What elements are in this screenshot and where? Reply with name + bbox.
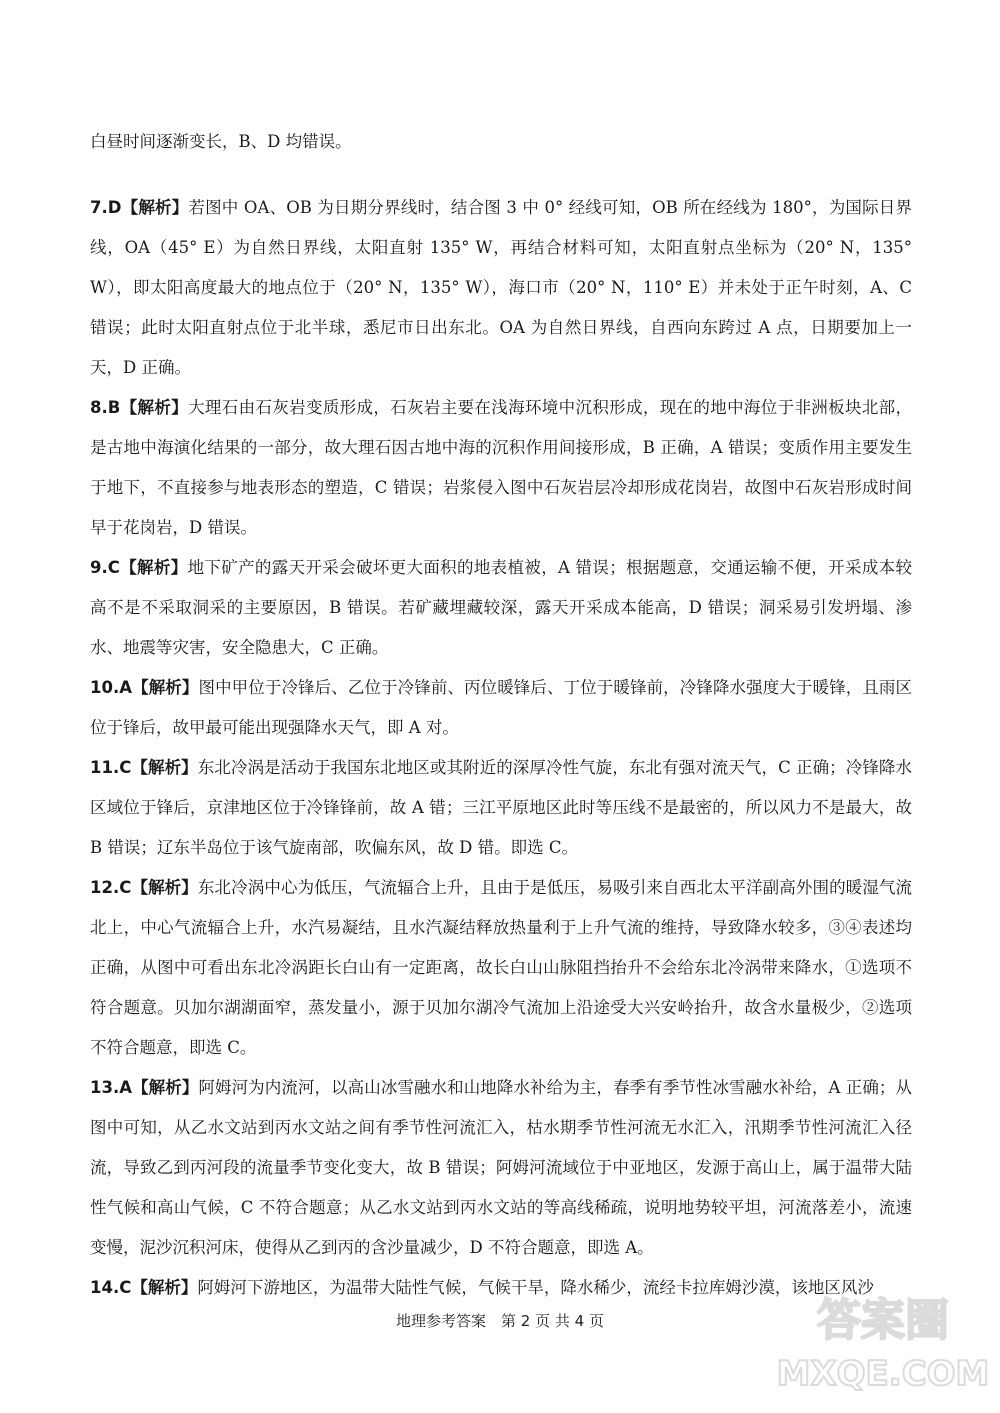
answer-item — [90, 548, 912, 668]
answer-text: 若图中 OA、OB 为日期分界线时，结合图 3 中 0° 经线可知，OB 所在经线为 180°，为国际日界线，OA（45° E）为自然日界线，太阳直射 135° W，再结合材料可知，太阳直射点坐标为（20° N，135° W），即太阳高度最大的地点位于（20° N，135° W），海口市（20° N，110° E）并未处于正午时刻，A、C 错误；此时太阳直射点位于北半球，悉尼市日出东北。OA 为自然日界线，自西向东跨过 A 点，日期要加上一天，D 正确。 — [90, 198, 912, 377]
analysis-tag: 【解析】 — [131, 1278, 198, 1297]
analysis-tag: 【解析】 — [121, 198, 189, 217]
answer-number: 7.D — [90, 198, 122, 217]
answer-text: 阿姆河下游地区，为温带大陆性气候，气候干旱，降水稀少，流经卡拉库姆沙漠，该地区风沙 — [197, 1278, 874, 1297]
answer-item — [90, 668, 912, 748]
answer-text: 东北冷涡中心为低压，气流辐合上升，且由于是低压，易吸引来自西北太平洋副高外围的暖湿气流北上，中心气流辐合上升，水汽易凝结，且水汽凝结释放热量利于上升气流的维持，导致降水较多，③④表述均正确，从图中可看出东北冷涡距长白山有一定距离，故长白山山脉阻挡抬升不会给东北冷涡带来降水，①选项不符合题意。贝加尔湖湖面窄，蒸发量小，源于贝加尔湖冷气流加上沿途受大兴安岭抬升，故含水量极少，②选项不符合题意，即选 C。 — [90, 878, 913, 1057]
answer-text: 图中甲位于冷锋后、乙位于冷锋前、丙位暖锋后、丁位于暖锋前，冷锋降水强度大于暖锋，且雨区位于锋后，故甲最可能出现强降水天气，即 A 对。 — [90, 678, 913, 737]
watermark-bottom-text: MXQE.COM — [776, 1354, 990, 1394]
intro-text: 白昼时间逐渐变长，B、D 均错误。 — [90, 132, 352, 151]
answer-item — [90, 748, 912, 868]
page-footer: 地理参考答案 第 2 页 共 4 页 — [396, 1312, 604, 1330]
answer-text: 阿姆河为内流河，以高山冰雪融水和山地降水补给为主，春季有季节性冰雪融水补给，A 正确；从图中可知，从乙水文站到丙水文站之间有季节性河流汇入，枯水期季节性河流无水汇入，汛期季节性河流汇入径流，导致乙到丙河段的流量季节变化变大，故 B 错误；阿姆河流域位于中亚地区，发源于高山上，属于温带大陆性气候和高山气候，C 不符合题意；从乙水文站到丙水文站的等高线稀疏，说明地势较平坦，河流落差小，流速变慢，泥沙沉积河床，使得从乙到丙的含沙量减少，D 不符合题意，即选 A。 — [90, 1078, 913, 1257]
watermark-top-text: 答案圈 — [817, 1295, 949, 1346]
spacer — [90, 162, 912, 188]
answer-item — [90, 388, 912, 548]
answer-page — [90, 122, 912, 1308]
answer-number: 9.C — [90, 558, 120, 577]
answer-item — [90, 188, 912, 388]
watermark-logo — [776, 1277, 990, 1397]
answer-number: 12.C — [90, 878, 132, 897]
answer-text: 东北冷涡是活动于我国东北地区或其附近的深厚冷性气旋，东北有强对流天气，C 正确；冷锋降水区域位于锋后，京津地区位于冷锋锋前，故 A 错；三江平原地区此时等压线不是最密的，所以风力不是最大，故 B 错误；辽东半岛位于该气旋南部，吹偏东风，故 D 错。即选 C。 — [90, 758, 912, 857]
answer-number: 10.A — [90, 678, 132, 697]
analysis-tag: 【解析】 — [131, 878, 198, 897]
answer-list — [90, 188, 912, 1308]
analysis-tag: 【解析】 — [132, 1078, 199, 1097]
answer-text: 地下矿产的露天开采会破坏更大面积的地表植被，A 错误；根据题意，交通运输不便，开采成本较高不是不采取洞采的主要原因，B 错误。若矿藏埋藏较深，露天开采成本能高，D 错误；洞采易引发坍塌、渗水、地震等灾害，安全隐患大，C 正确。 — [90, 558, 912, 657]
analysis-tag: 【解析】 — [131, 758, 198, 777]
analysis-tag: 【解析】 — [132, 678, 199, 697]
answer-number: 14.C — [90, 1278, 132, 1297]
answer-text: 大理石由石灰岩变质形成，石灰岩主要在浅海环境中沉积形成，现在的地中海位于非洲板块北部，是古地中海演化结果的一部分，故大理石因古地中海的沉积作用间接形成，B 正确，A 错误；变质作用主要发生于地下，不直接参与地表形态的塑造，C 错误；岩浆侵入图中石灰岩层冷却形成花岗岩，故图中石灰岩形成时间早于花岗岩，D 错误。 — [90, 398, 913, 537]
answer-item — [90, 868, 912, 1068]
analysis-tag: 【解析】 — [120, 398, 189, 417]
answer-item — [90, 1068, 912, 1268]
answer-number: 8.B — [90, 398, 121, 417]
analysis-tag: 【解析】 — [119, 558, 188, 577]
answer-number: 13.A — [90, 1078, 132, 1097]
answer-number: 11.C — [90, 758, 132, 777]
